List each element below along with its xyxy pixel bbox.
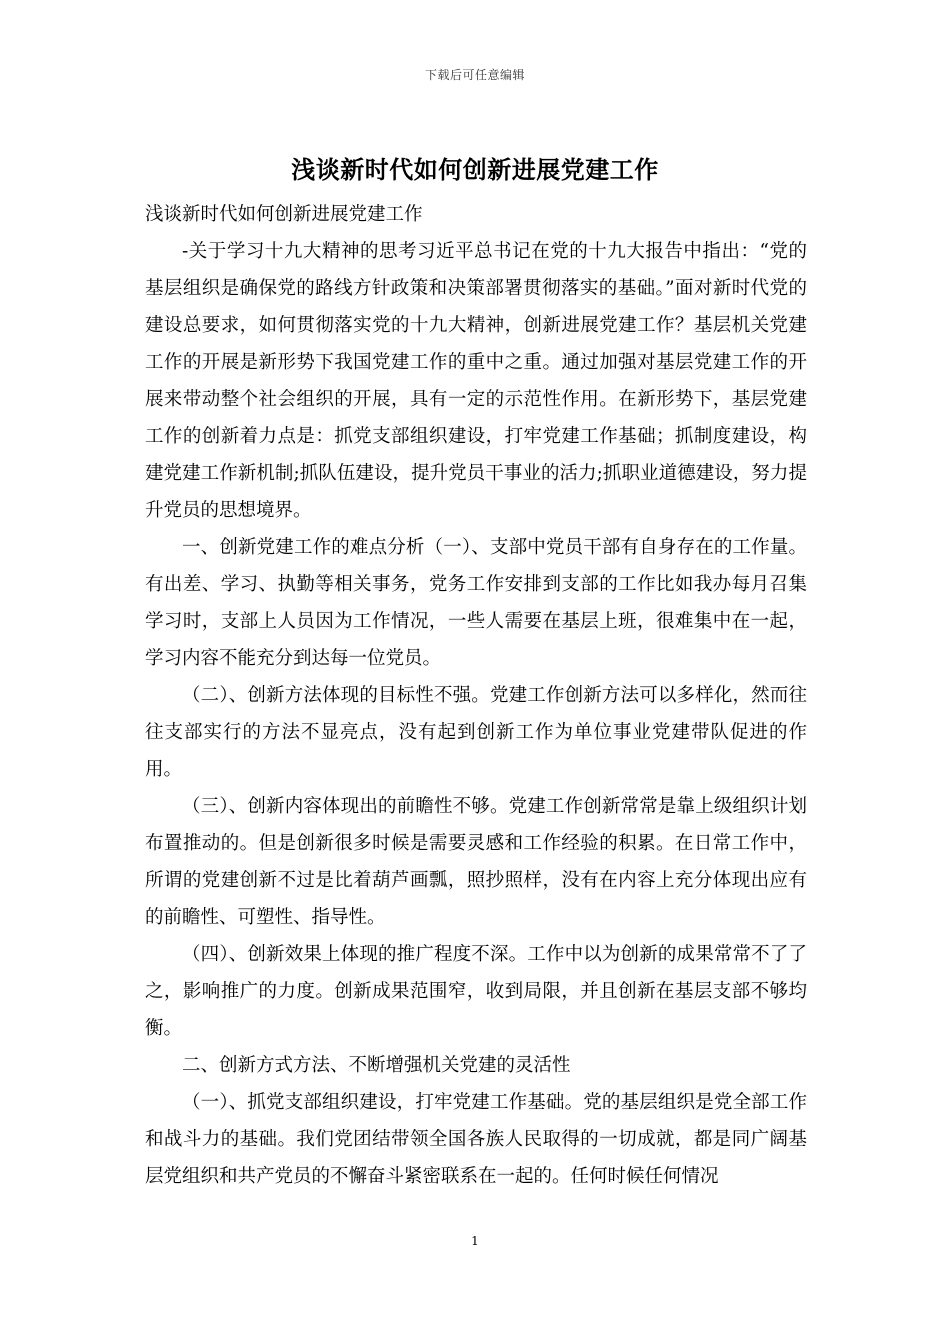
paragraph-section-1: 一、创新党建工作的难点分析（一）、支部中党员干部有自身存在的工作量。有出差、学习、执勤等相关事务，党务工作安排到支部的工作比如我办每月召集学习时，支部上人员因为工作情况，一些人需要在基层上班，很难集中在一起，学习内容不能充分到达每一位党员。: [145, 537, 807, 669]
paragraph-intro: -关于学习十九大精神的思考习近平总书记在党的十九大报告中指出：“党的基层组织是确保党的路线方针政策和决策部署贯彻落实的基础。”面对新时代党的建设总要求，如何贯彻落实党的十九大精神，创新进展党建工作？基层机关党建工作的开展是新形势下我国党建工作的重中之重。通过加强对基层党建工作的开展来带动整个社会组织的开展，具有一定的示范性作用。在新形势下，基层党建工作的创新着力点是：抓党支部组织建设，打牢党建工作基础；抓制度建设，构建党建工作新机制;抓队伍建设，提升党员干事业的活力;抓职业道德建设，努力提升党员的思想境界。: [145, 241, 807, 521]
paragraph-point-4: （四）、创新效果上体现的推广程度不深。工作中以为创新的成果常常不了了之，影响推广的力度。创新成果范围窄，收到局限，并且创新在基层支部不够均衡。: [145, 944, 807, 1039]
paragraph-point-2: （二）、创新方法体现的目标性不强。党建工作创新方法可以多样化，然而往往支部实行的方法不显亮点，没有起到创新工作为单位事业党建带队促进的作用。: [145, 685, 807, 780]
document-title: 浅谈新时代如何创新进展党建工作: [291, 155, 659, 184]
section-heading-2: 二、创新方式方法、不断增强机关党建的灵活性: [182, 1055, 571, 1076]
paragraph-section-2-point-1: （一）、抓党支部组织建设，打牢党建工作基础。党的基层组织是党全部工作和战斗力的基础。我们党团结带领全国各族人民取得的一切成就，都是同广阔基层党组织和共产党员的不懈奋斗紧密联系在一起的。任何时候任何情况: [145, 1092, 807, 1187]
paragraph-point-3: （三）、创新内容体现出的前瞻性不够。党建工作创新常常是靠上级组织计划布置推动的。但是创新很多时候是需要灵感和工作经验的积累。在日常工作中，所谓的党建创新不过是比着葫芦画瓢，照抄照样，没有在内容上充分体现出应有的前瞻性、可塑性、指导性。: [145, 796, 807, 928]
document-body: [145, 196, 807, 1195]
header-note: 下载后可任意编辑: [424, 68, 525, 82]
subtitle-line: 浅谈新时代如何创新进展党建工作: [145, 204, 423, 225]
page-number: 1: [471, 1234, 479, 1248]
